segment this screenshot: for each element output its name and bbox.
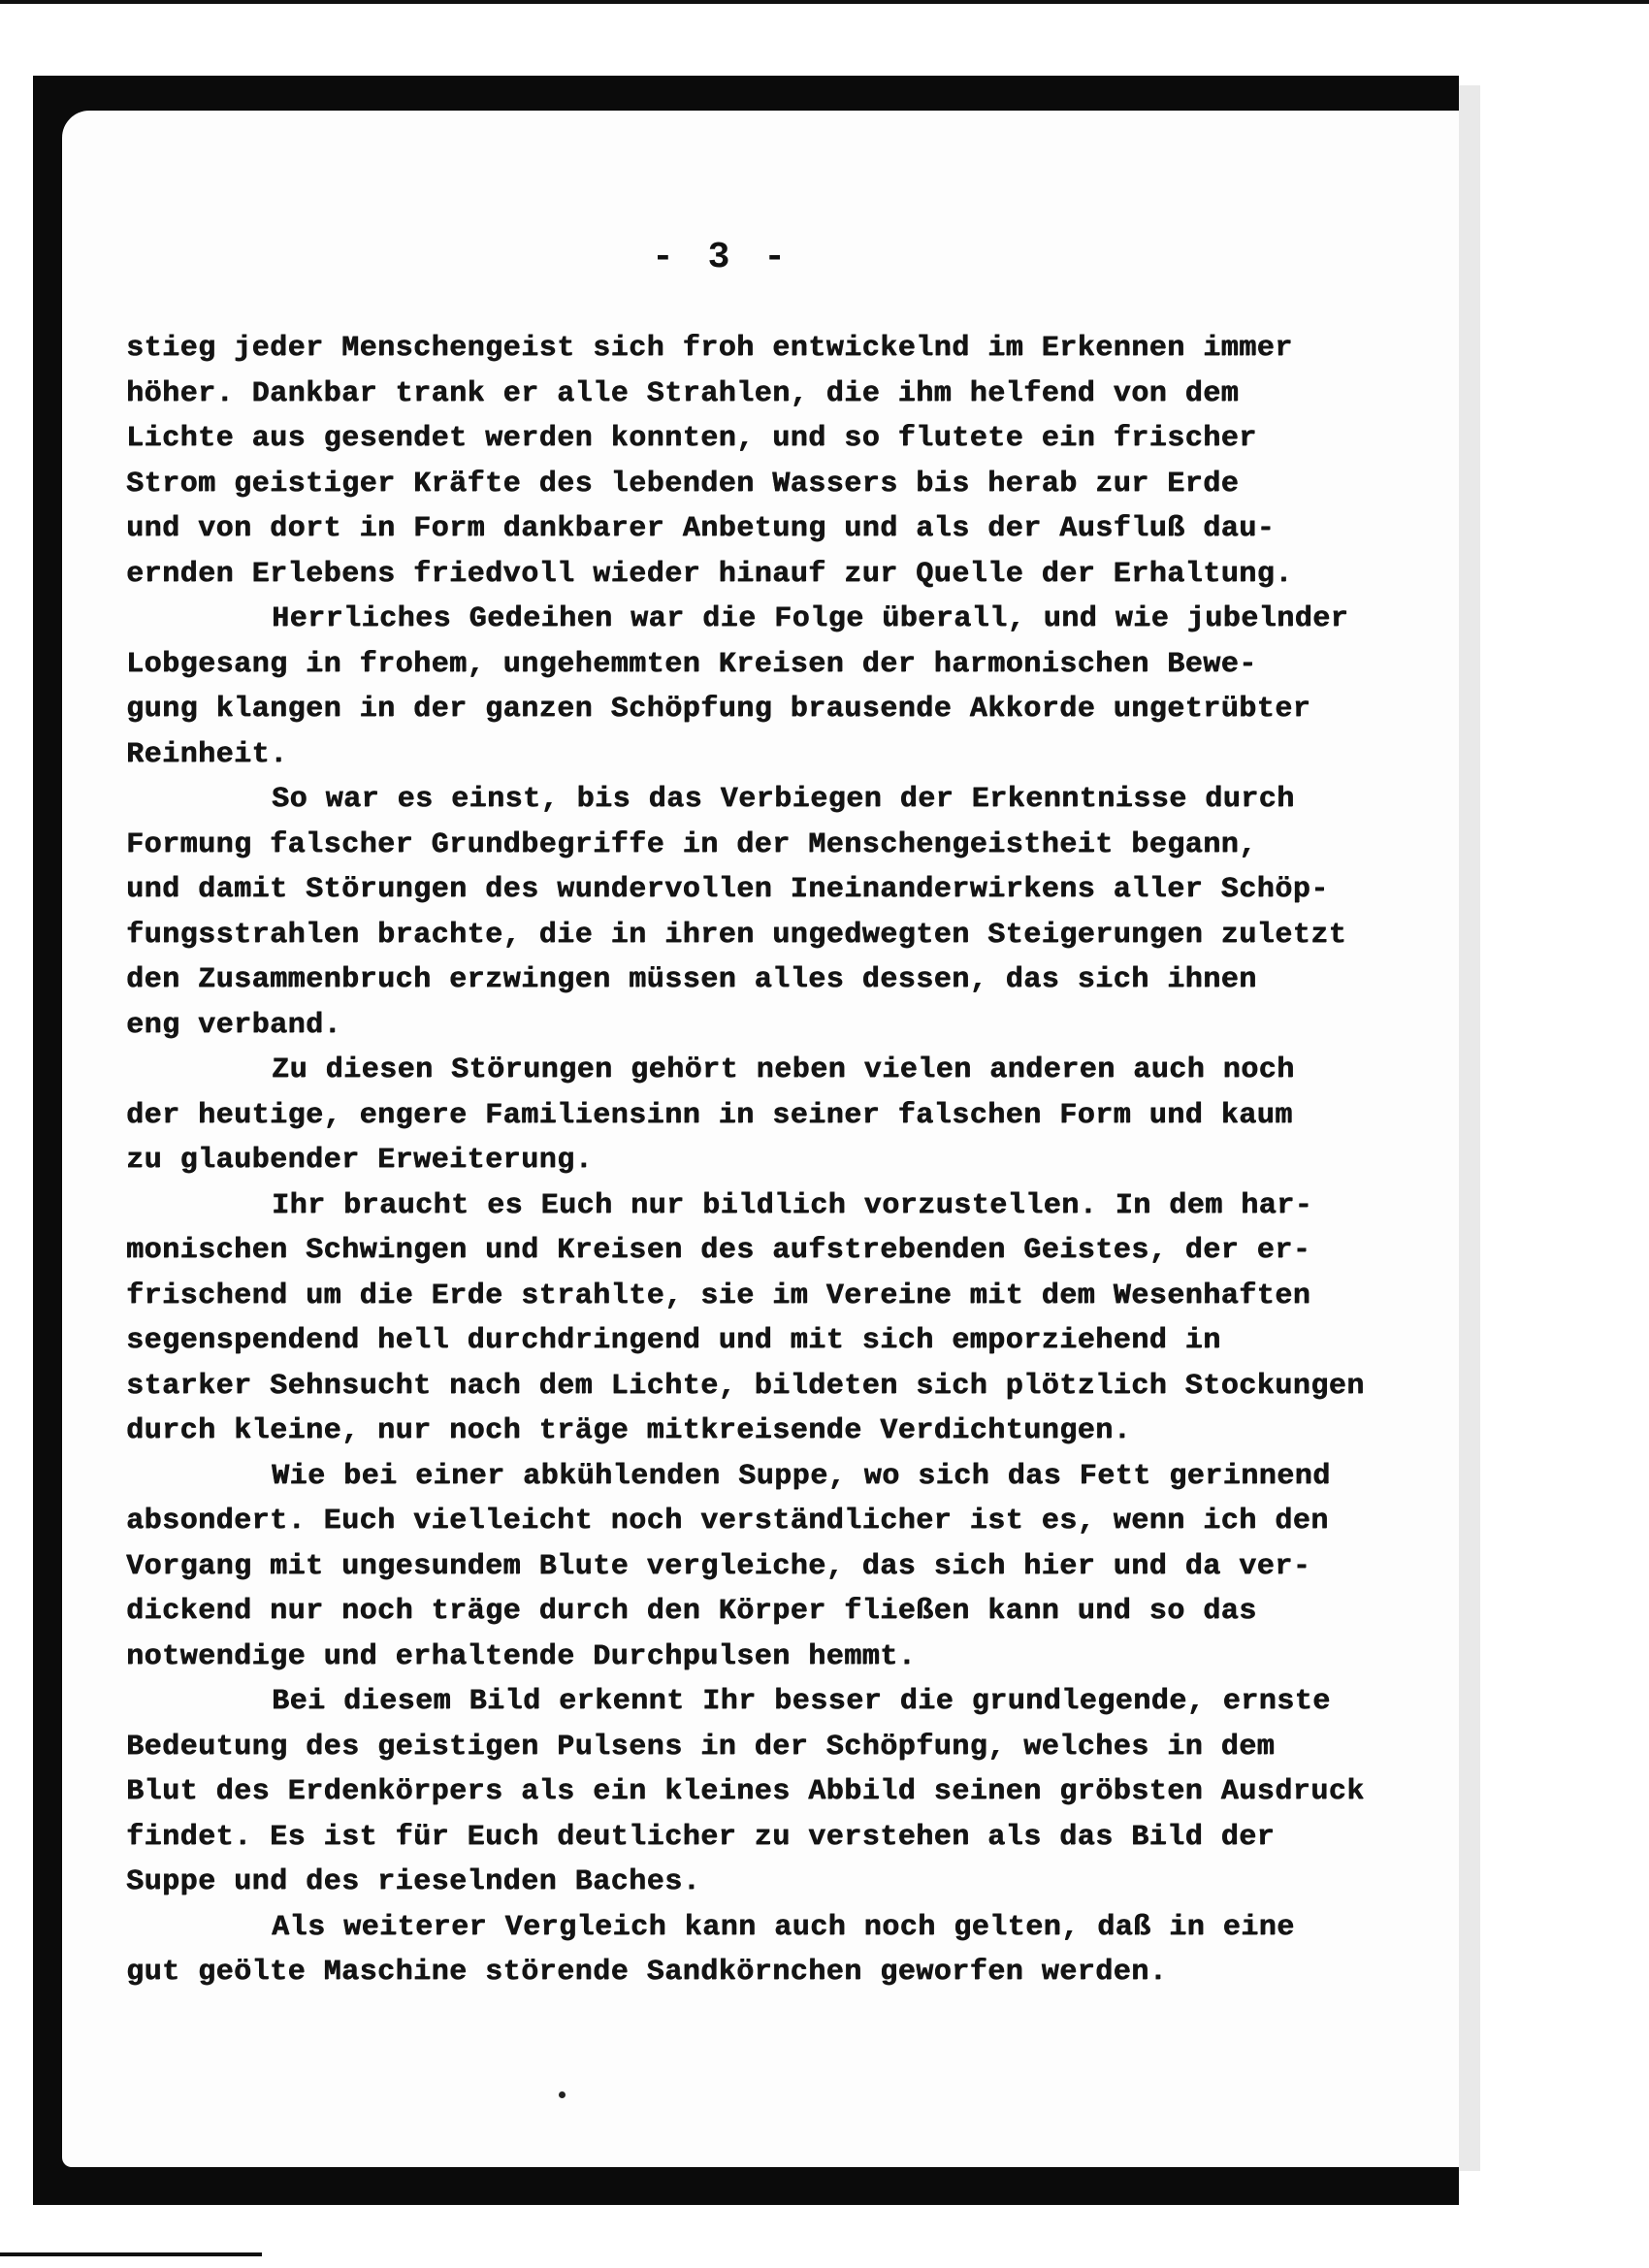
text-line: Blut des Erdenkörpers als ein kleines Abbild seinen gröbsten Ausdruck: [126, 1775, 1365, 1808]
text-line: Strom geistiger Kräfte des lebenden Wassers bis herab zur Erde: [126, 467, 1240, 501]
text-line: dickend nur noch träge durch den Körper fließen kann und so das: [126, 1595, 1257, 1628]
text-line: den Zusammenbruch erzwingen müssen alles dessen, das sich ihnen: [126, 963, 1257, 996]
text-line: Lobgesang in frohem, ungehemmten Kreisen der harmonischen Bewe-: [126, 647, 1257, 681]
text-line: findet. Es ist für Euch deutlicher zu verstehen als das Bild der: [126, 1820, 1276, 1854]
text-line: gut geölte Maschine störende Sandkörnchen geworfen werden.: [126, 1956, 1168, 1989]
text-line: Bedeutung des geistigen Pulsens in der Schöpfung, welches in dem: [126, 1730, 1276, 1764]
text-line: ernden Erlebens friedvoll wieder hinauf zur Quelle der Erhaltung.: [126, 557, 1293, 591]
text-line: monischen Schwingen und Kreisen des aufstrebenden Geistes, der er-: [126, 1234, 1311, 1267]
document-page: [62, 111, 1459, 2167]
ink-speck: [559, 2091, 566, 2098]
text-line: durch kleine, nur noch träge mitkreisende Verdichtungen.: [126, 1414, 1132, 1447]
text-line: und von dort in Form dankbarer Anbetung und als der Ausfluß dau-: [126, 512, 1276, 545]
page-number: - 3 -: [651, 237, 792, 278]
text-line: Zu diesen Störungen gehört neben vielen anderen auch noch: [272, 1053, 1295, 1086]
typewritten-body: [126, 326, 1479, 1995]
text-line: Vorgang mit ungesundem Blute vergleiche, das sich hier und da ver-: [126, 1549, 1311, 1583]
text-line: der heutige, engere Familiensinn in seiner falschen Form und kaum: [126, 1098, 1293, 1132]
text-line: zu glaubender Erweiterung.: [126, 1144, 594, 1177]
text-line: Wie bei einer abkühlenden Suppe, wo sich das Fett gerinnend: [272, 1459, 1331, 1493]
text-line: notwendige und erhaltende Durchpulsen hemmt.: [126, 1639, 917, 1673]
text-line: und damit Störungen des wundervollen Ineinanderwirkens aller Schöp-: [126, 873, 1329, 906]
text-line: So war es einst, bis das Verbiegen der Erkenntnisse durch: [272, 783, 1295, 816]
text-line: Ihr braucht es Euch nur bildlich vorzustellen. In dem har-: [272, 1188, 1313, 1222]
scanned-page-frame: [33, 76, 1459, 2205]
text-line: stieg jeder Menschengeist sich froh entwickelnd im Erkennen immer: [126, 332, 1293, 365]
text-line: Formung falscher Grundbegriffe in der Menschengeistheit begann,: [126, 827, 1257, 861]
text-line: Als weiterer Vergleich kann auch noch gelten, daß in eine: [272, 1910, 1295, 1944]
text-line: Lichte aus gesendet werden konnten, und so flutete ein frischer: [126, 422, 1257, 455]
text-line: Bei diesem Bild erkennt Ihr besser die grundlegende, ernste: [272, 1685, 1331, 1718]
text-line: starker Sehnsucht nach dem Lichte, bildeten sich plötzlich Stockungen: [126, 1369, 1365, 1403]
text-line: absondert. Euch vielleicht noch verständlicher ist es, wenn ich den: [126, 1505, 1329, 1538]
text-line: höher. Dankbar trank er alle Strahlen, die ihm helfend von dem: [126, 376, 1240, 410]
text-line: frischend um die Erde strahlte, sie im Vereine mit dem Wesenhaften: [126, 1279, 1311, 1312]
scan-bottom-rule: [0, 2252, 262, 2256]
text-line: segenspendend hell durchdringend und mit sich emporziehend in: [126, 1324, 1221, 1357]
text-line: fungsstrahlen brachte, die in ihren ungedwegten Steigerungen zuletzt: [126, 918, 1347, 952]
text-line: Reinheit.: [126, 737, 288, 771]
text-line: Suppe und des rieselnden Baches.: [126, 1865, 701, 1898]
text-line: gung klangen in der ganzen Schöpfung brausende Akkorde ungetrübter: [126, 693, 1311, 726]
text-line: Herrliches Gedeihen war die Folge überall, und wie jubelnder: [272, 602, 1349, 635]
text-line: eng verband.: [126, 1008, 342, 1042]
scan-top-rule: [0, 0, 1649, 4]
